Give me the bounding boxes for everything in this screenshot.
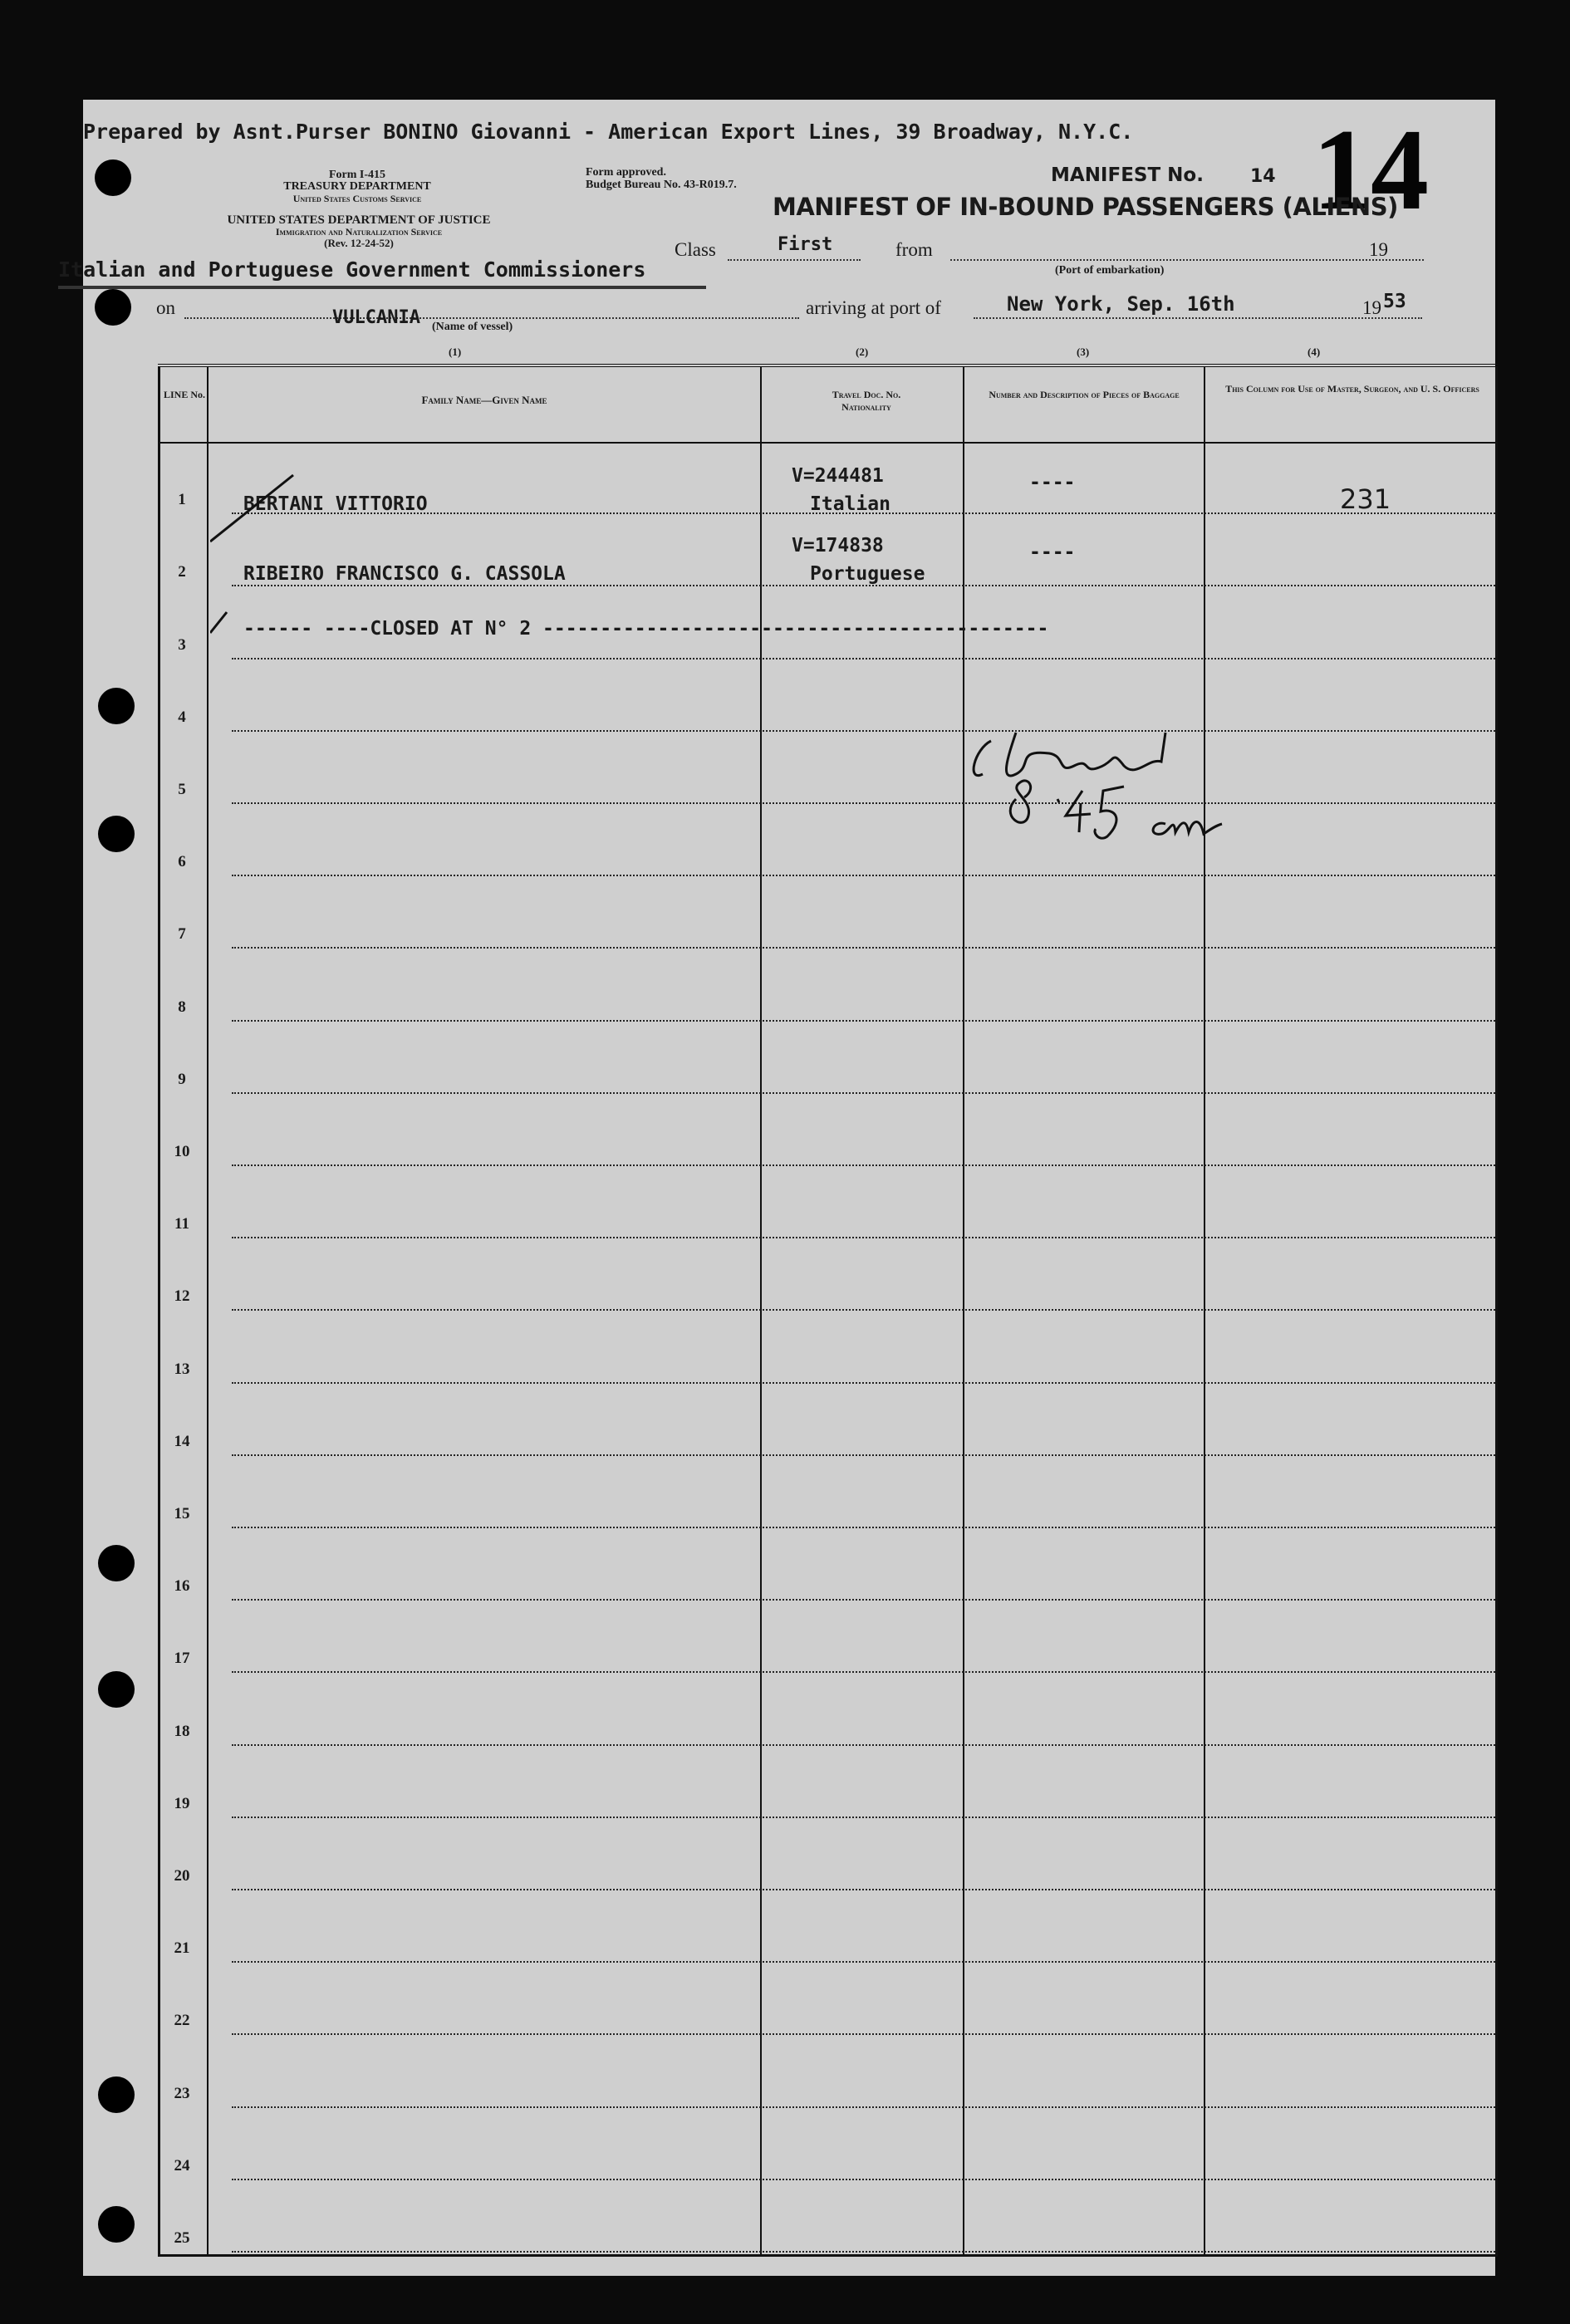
from-label: from (895, 239, 933, 260)
line-number: 7 (178, 925, 186, 944)
row-rule (232, 2251, 1495, 2253)
table-row (160, 2180, 1495, 2253)
baggage-description: ---- (1029, 542, 1076, 563)
table-row (160, 1166, 1495, 1238)
manifest-no-small: 14 (1250, 166, 1276, 187)
punch-hole (98, 688, 135, 724)
class-field-line (728, 259, 861, 261)
line-number: 5 (178, 780, 186, 798)
punch-hole (95, 159, 131, 196)
line-number: 22 (174, 2012, 190, 2030)
revision-date: (Rev. 12-24-52) (324, 237, 394, 249)
header-family-name: Family Name—Given Name (421, 394, 547, 406)
punch-hole (98, 1545, 135, 1581)
line-number: 8 (178, 998, 186, 1016)
budget-bureau-text: Budget Bureau No. 43-R019.7. (586, 179, 737, 191)
arriving-port-date: New York, Sep. 16th (1007, 292, 1235, 316)
line-number: 9 (178, 1070, 186, 1088)
line-number: 2 (178, 563, 186, 581)
form-number: Form I-415 (328, 169, 386, 181)
line-number: 13 (174, 1360, 190, 1378)
line-number: 10 (174, 1142, 190, 1160)
table-row (160, 1963, 1495, 2035)
commissioners-line: Italian and Portuguese Government Commissioners (58, 257, 646, 282)
port-embarkation-caption: (Port of embarkation) (1055, 264, 1165, 277)
table-row (160, 1456, 1495, 1528)
line-number: 4 (178, 708, 186, 726)
vessel-name: VULCANIA (332, 307, 420, 328)
punch-hole (98, 2076, 135, 2113)
line-number: 6 (178, 853, 186, 871)
table-row (160, 2035, 1495, 2107)
punch-hole (95, 289, 131, 326)
doj-title: UNITED STATES DEPARTMENT OF JUSTICE (227, 213, 491, 227)
on-label: on (156, 297, 175, 318)
line-number: 18 (174, 1722, 190, 1740)
class-value: First (778, 234, 833, 255)
header-travel-doc: Travel Doc. No. Nationality (832, 389, 901, 413)
commissioners-underline (58, 286, 706, 289)
col-number-1: (1) (449, 346, 462, 358)
line-number: 19 (174, 1794, 190, 1812)
tick-marks (210, 442, 326, 691)
table-row (160, 1384, 1495, 1456)
nationality: Italian (810, 493, 890, 515)
officer-number: 231 (1340, 483, 1391, 515)
class-label: Class (675, 239, 716, 260)
table-row (160, 2108, 1495, 2180)
passenger-table (158, 367, 1498, 2257)
table-header-row (160, 367, 1495, 444)
treasury-department: TREASURY DEPARTMENT (283, 180, 431, 193)
ins-title: Immigration and Naturalization Service (275, 226, 443, 238)
line-number: 24 (174, 2156, 190, 2174)
line-number: 14 (174, 1432, 190, 1450)
closed-at-line: ------ ----CLOSED AT N° 2 -------------------------------------------- (243, 618, 1049, 640)
line-number: 25 (174, 2228, 190, 2247)
vessel-field-line (184, 317, 799, 319)
line-number: 15 (174, 1504, 190, 1522)
line-number: 23 (174, 2084, 190, 2102)
time-annotation (999, 766, 1332, 865)
table-row (160, 1311, 1495, 1383)
header-officers-use: This Column for Use of Master, Surgeon, and U. S. Officers (1225, 383, 1479, 395)
passenger-name: RIBEIRO FRANCISCO G. CASSOLA (243, 563, 566, 585)
table-row (160, 1601, 1495, 1673)
manifest-page (58, 100, 1495, 2276)
form-approved-text: Form approved. (586, 166, 666, 179)
line-number: 11 (174, 1215, 189, 1233)
table-row (160, 1022, 1495, 1094)
table-row (160, 1094, 1495, 1166)
baggage-description: ---- (1029, 472, 1076, 493)
punch-hole (98, 816, 135, 852)
punch-hole (98, 1671, 135, 1708)
table-row (160, 1238, 1495, 1311)
line-number: 3 (178, 635, 186, 654)
from-field-line (950, 259, 1424, 261)
line-number: 20 (174, 1866, 190, 1885)
line-number: 21 (174, 1939, 190, 1958)
year-label: 19 (1362, 297, 1381, 318)
manifest-number-large: 14 (1312, 105, 1429, 234)
year-value: 53 (1383, 291, 1406, 312)
arriving-label: arriving at port of (806, 297, 941, 318)
nationality: Portuguese (810, 563, 925, 585)
table-row (160, 949, 1495, 1021)
form-approval (586, 166, 737, 191)
line-number: 16 (174, 1577, 190, 1596)
table-row (160, 1746, 1495, 1818)
line-number: 17 (174, 1650, 190, 1668)
table-row (160, 1818, 1495, 1890)
form-info-block (249, 169, 465, 204)
year-prefix: 19 (1369, 239, 1388, 260)
header-line-no: LINE No. (164, 389, 206, 400)
table-row (160, 1528, 1495, 1601)
table-row (160, 1673, 1495, 1745)
header-baggage: Number and Description of Pieces of Baggage (989, 389, 1180, 400)
travel-doc-number: V=174838 (792, 535, 884, 556)
manifest-title: MANIFEST OF IN-BOUND PASSENGERS (ALIENS) (773, 193, 1398, 221)
col-number-3: (3) (1077, 346, 1090, 358)
punch-hole (98, 2206, 135, 2243)
table-row (160, 1890, 1495, 1963)
col-number-4: (4) (1308, 346, 1321, 358)
arriving-field-line (974, 317, 1422, 319)
vessel-caption: (Name of vessel) (432, 321, 513, 333)
table-row (160, 876, 1495, 949)
travel-doc-number: V=244481 (792, 465, 884, 487)
customs-service: United States Customs Service (292, 193, 422, 204)
col-number-2: (2) (856, 346, 869, 358)
line-number: 12 (174, 1287, 190, 1306)
passenger-name: BERTANI VITTORIO (243, 493, 428, 515)
manifest-no-label: MANIFEST No. (1051, 164, 1204, 186)
prepared-by-line: Prepared by Asnt.Purser BONINO Giovanni - American Export Lines, 39 Broadway, N.Y.C. (83, 120, 1134, 144)
doj-block (159, 214, 558, 249)
line-number: 1 (178, 491, 186, 509)
